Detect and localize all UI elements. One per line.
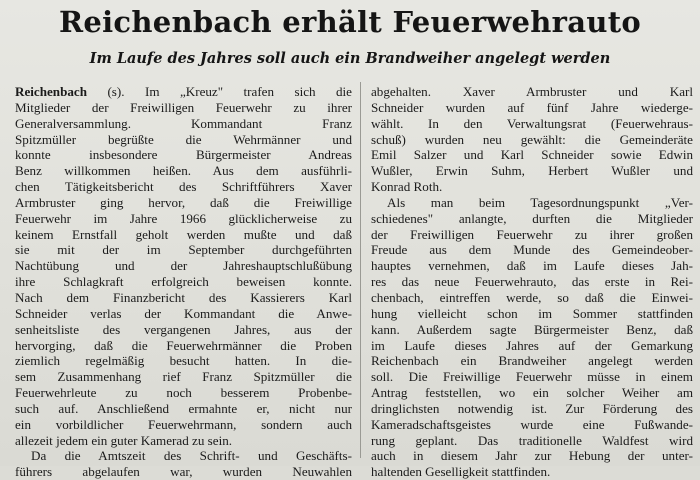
article-line: res das neue Feuerwehrauto, das erste in Rei- [371,274,693,290]
article-line: Kameradschaftsgeistes wurde eine Fußwande- [371,416,693,432]
article-line: ihre Schlagkraft erfolgreich beweisen konnte. [15,274,352,290]
article-line: hauptes vernehmen, daß im Laufe dieses Jah- [371,258,693,274]
article-line: ein vorbildlicher Feuerwehrmann, sondern auch [15,416,352,432]
article-line: der Freiwilligen Feuerwehr zu ihrer großen [371,226,693,242]
article-line: Feuerwehr im Jahre 1966 glücklicherweise zu [15,210,352,226]
article-line: ziemlich regelmäßig besucht hatten. In die- [15,353,352,369]
article-line: Nachtübung und der Jahreshauptschlußübung [15,258,352,274]
article-line: senheitsliste des vergangenen Jahres, aus der [15,321,352,337]
article-line: Emil Salzer und Karl Schneider sowie Edwin [371,147,693,163]
article-line: Armbruster ging hervor, daß die Freiwillige [15,194,352,210]
article-line: keinem Ernstfall geholt werden mußte und daß [15,226,352,242]
article-line: chenbach, eintreffen werde, so daß die Einwei- [371,289,693,305]
article-line: im Laufe dieses Jahres auf der Gemarkung [371,337,693,353]
article-line: allezeit jedem ein guter Kamerad zu sein. [15,432,233,448]
article-subheadline: Im Laufe des Jahres soll auch ein Brandweiher angelegt werden [89,50,611,67]
article-line: auch in diesem Jahr zur Hebung der unter- [371,448,693,464]
article-line: hung vielleicht schon im Sommer stattfinden [371,305,693,321]
article-line: konnte insbesondere Bürgermeister Andreas [15,147,352,163]
article-line: such auf. Anschließend ermahnte er, nicht nur [15,400,352,416]
article-line: Mitglieder der Freiwilligen Feuerwehr zu ihrer [15,99,352,115]
article-column-left [15,84,352,480]
article-line: dringlichsten notwendig ist. Zur Förderung des [371,400,693,416]
article-line: Antrag feststellen, wo ein solcher Weiher am [371,385,693,401]
article-line: Reichenbach ein Brandweiher angelegt werden [371,353,693,369]
article-line: wählt. In den Verwaltungsrat (Feuerwehraus- [371,115,693,131]
article-column-right [371,84,693,480]
article-line: Als man beim Tagesordnungspunkt „Ver- [387,194,693,210]
article-line: führers abgelaufen war, wurden Neuwahlen [15,464,352,480]
article-line: chen Tätigkeitsbericht des Schriftführers Xaver [15,179,352,195]
article-dateline: Reichenbach [15,84,88,99]
article-line: soll. Die Freiwillige Feuerwehr müsse in einem [371,369,693,385]
article-line: Konrad Roth. [371,179,443,195]
article-line: Schneider verlas der Kommandant die Anwe- [15,305,352,321]
article-line: Feuerwehrleute zu noch besserem Probenbe- [15,385,352,401]
article-line: schiedenes" anlangte, durften die Mitglieder [371,210,693,226]
article-line: Nach dem Finanzbericht des Kassierers Karl [15,289,352,305]
article-line: Da die Amtszeit des Schrift- und Geschäfts- [31,448,352,464]
article-line: Freude aus dem Munde des Gemeindeober- [371,242,693,258]
article-line: kann. Außerdem sagte Bürgermeister Benz, daß [371,321,693,337]
article-line: Reichenbach (s). Im „Kreuz" trafen sich die [15,84,352,99]
article-headline: Reichenbach erhält Feuerwehrauto [58,5,642,39]
article-line: hervorging, daß die Feuerwehrmänner die Proben [15,337,352,353]
article-line: sem Zusammenhang rief Franz Spitzmüller die [15,369,352,385]
article-line: haltenden Geselligkeit stattfinden. [371,464,551,480]
article-line: Schneider wurden auf fünf Jahre wiederge- [371,99,693,115]
article-line: Wußler, Erwin Suhm, Herbert Wußler und [371,163,693,179]
column-divider [360,82,361,458]
article-line: sie mit der im September durchgeführten [15,242,352,258]
article-line: rung geplant. Das traditionelle Waldfest wird [371,432,693,448]
article-line: Spitzmüller begrüßte die Wehrmänner und [15,131,352,147]
article-line: abgehalten. Xaver Armbruster und Karl [371,84,693,99]
article-line: Benz willkommen heißen. Aus dem ausführli- [15,163,352,179]
article-line: Generalversammlung. Kommandant Franz [15,115,352,131]
article-line: schuß) wurden neu gewählt: die Gemeinderäte [371,131,693,147]
